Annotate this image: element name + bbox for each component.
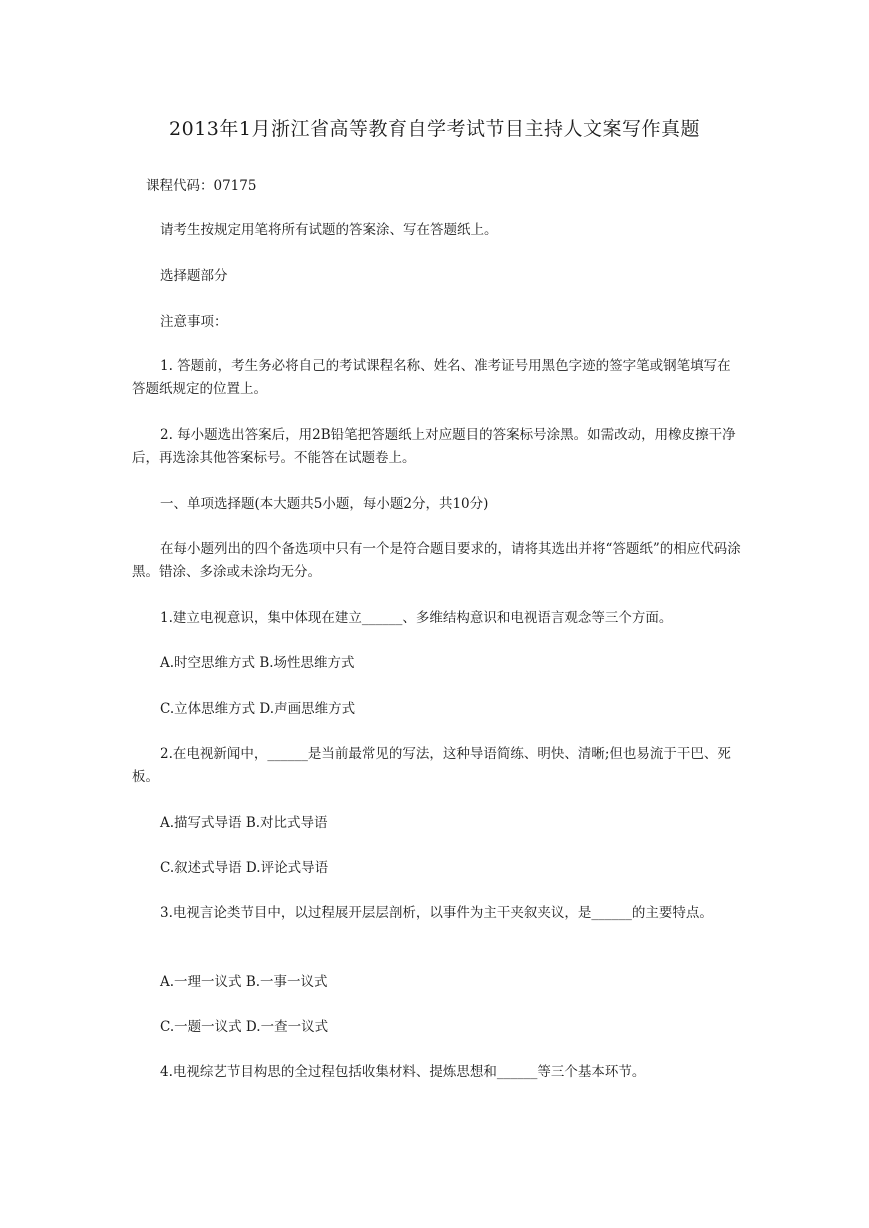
section-heading: 一、单项选择题(本大题共5小题，每小题2分，共10分) (160, 496, 489, 512)
part-label: 选择题部分 (160, 268, 228, 284)
question-4-stem: 4.电视综艺节目构思的全过程包括收集材料、提炼思想和______等三个基本环节。 (160, 1064, 646, 1080)
page-title: 2013年1月浙江省高等教育自学考试节目主持人文案写作真题 (169, 118, 700, 140)
question-1-options-cd: C.立体思维方式 D.声画思维方式 (160, 701, 356, 717)
section-instruction: 在每小题列出的四个备选项中只有一个是符合题目要求的，请将其选出并将“答题纸”的相应代码涂黑。错涂、多涂或未涂均无分。 (132, 541, 741, 580)
question-3-options-cd: C.一题一议式 D.一查一议式 (160, 1019, 329, 1035)
question-1-stem: 1.建立电视意识，集中体现在建立______、多维结构意识和电视语言观念等三个方面。 (160, 610, 673, 626)
question-1-options-ab: A.时空思维方式 B.场性思维方式 (160, 655, 355, 671)
question-3-stem: 3.电视言论类节目中，以过程展开层层剖析，以事件为主干夹叙夹议，是______的主要特点。 (160, 905, 713, 921)
notice-label: 注意事项： (160, 314, 228, 330)
notice-item-2: 2. 每小题选出答案后，用2B铅笔把答题纸上对应题目的答案标号涂黑。如需改动，用橡皮擦干净后，再选涂其他答案标号。不能答在试题卷上。 (132, 427, 736, 466)
question-2-options-ab: A.描写式导语 B.对比式导语 (160, 815, 328, 831)
question-2-options-cd: C.叙述式导语 D.评论式导语 (160, 860, 329, 876)
notice-item-1: 1. 答题前，考生务必将自己的考试课程名称、姓名、准考证号用黑色字迹的签字笔或钢笔填写在答题纸规定的位置上。 (132, 358, 731, 397)
question-3-options-ab: A.一理一议式 B.一事一议式 (160, 974, 328, 990)
course-code: 课程代码：07175 (146, 178, 257, 194)
question-2-stem: 2.在电视新闻中，______是当前最常见的写法，这种导语简练、明快、清晰;但也易流于干巴、死板。 (132, 746, 731, 785)
instruction-text: 请考生按规定用笔将所有试题的答案涂、写在答题纸上。 (160, 222, 498, 238)
